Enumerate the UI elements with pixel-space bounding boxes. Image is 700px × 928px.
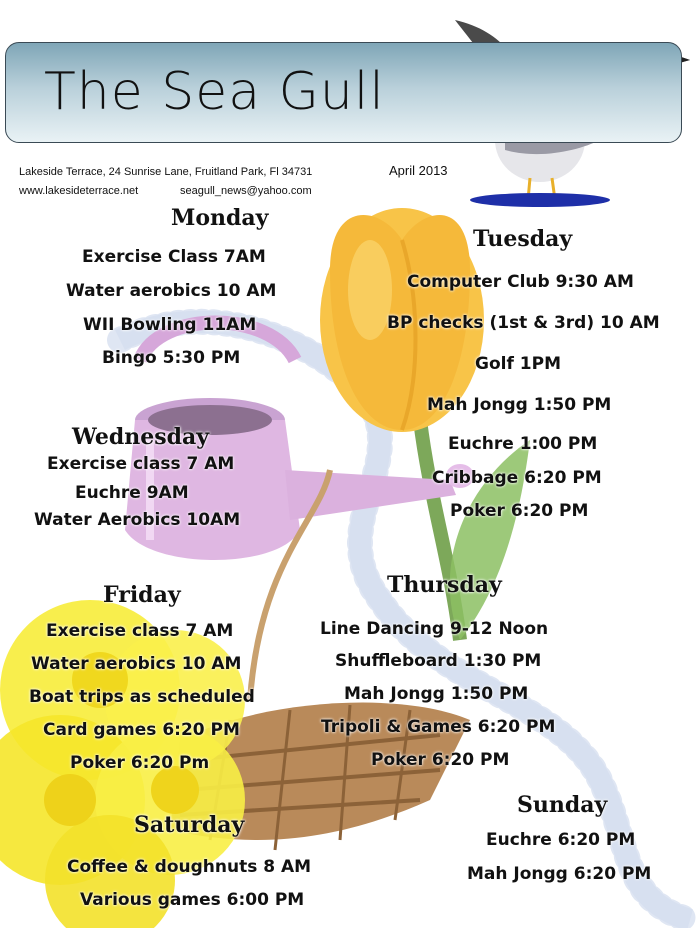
tuesday-item: Euchre 1:00 PM [448, 434, 598, 454]
tuesday-item: Computer Club 9:30 AM [407, 272, 634, 292]
friday-item: Card games 6:20 PM [43, 720, 240, 740]
tuesday-item: BP checks (1st & 3rd) 10 AM [387, 313, 660, 333]
day-heading-thursday: Thursday [387, 572, 502, 598]
tuesday-item: Mah Jongg 1:50 PM [427, 395, 612, 415]
wednesday-item: Water Aerobics 10AM [34, 510, 241, 530]
tuesday-item: Poker 6:20 PM [450, 501, 589, 521]
sunday-item: Mah Jongg 6:20 PM [467, 864, 652, 884]
tuesday-item: Cribbage 6:20 PM [432, 468, 602, 488]
monday-item: WII Bowling 11AM [83, 315, 257, 335]
thursday-item: Poker 6:20 PM [371, 750, 510, 770]
saturday-item: Various games 6:00 PM [80, 890, 305, 910]
newsletter-title: The Sea Gull [44, 62, 385, 122]
email-link[interactable]: seagull_news@yahoo.com [180, 185, 312, 197]
day-heading-sunday: Sunday [517, 792, 608, 818]
monday-item: Exercise Class 7AM [82, 247, 266, 267]
issue-date: April 2013 [389, 163, 448, 178]
wednesday-item: Exercise class 7 AM [47, 454, 235, 474]
website-link[interactable]: www.lakesideterrace.net [19, 185, 139, 197]
thursday-item: Tripoli & Games 6:20 PM [321, 717, 556, 737]
tuesday-item: Golf 1PM [475, 354, 561, 374]
friday-item: Poker 6:20 Pm [70, 753, 210, 773]
saturday-item: Coffee & doughnuts 8 AM [67, 857, 312, 877]
day-heading-monday: Monday [171, 205, 269, 231]
day-heading-wednesday: Wednesday [72, 424, 210, 450]
thursday-item: Line Dancing 9-12 Noon [320, 619, 549, 639]
monday-item: Bingo 5:30 PM [102, 348, 241, 368]
address-text: Lakeside Terrace, 24 Sunrise Lane, Fruitland Park, Fl 34731 [19, 166, 313, 178]
thursday-item: Shuffleboard 1:30 PM [335, 651, 542, 671]
friday-item: Exercise class 7 AM [46, 621, 234, 641]
monday-item: Water aerobics 10 AM [66, 281, 277, 301]
day-heading-tuesday: Tuesday [473, 226, 573, 252]
sunday-item: Euchre 6:20 PM [486, 830, 636, 850]
friday-item: Water aerobics 10 AM [31, 654, 242, 674]
day-heading-saturday: Saturday [134, 812, 245, 838]
friday-item: Boat trips as scheduled [29, 687, 255, 707]
thursday-item: Mah Jongg 1:50 PM [344, 684, 529, 704]
wednesday-item: Euchre 9AM [75, 483, 189, 503]
day-heading-friday: Friday [103, 582, 181, 608]
